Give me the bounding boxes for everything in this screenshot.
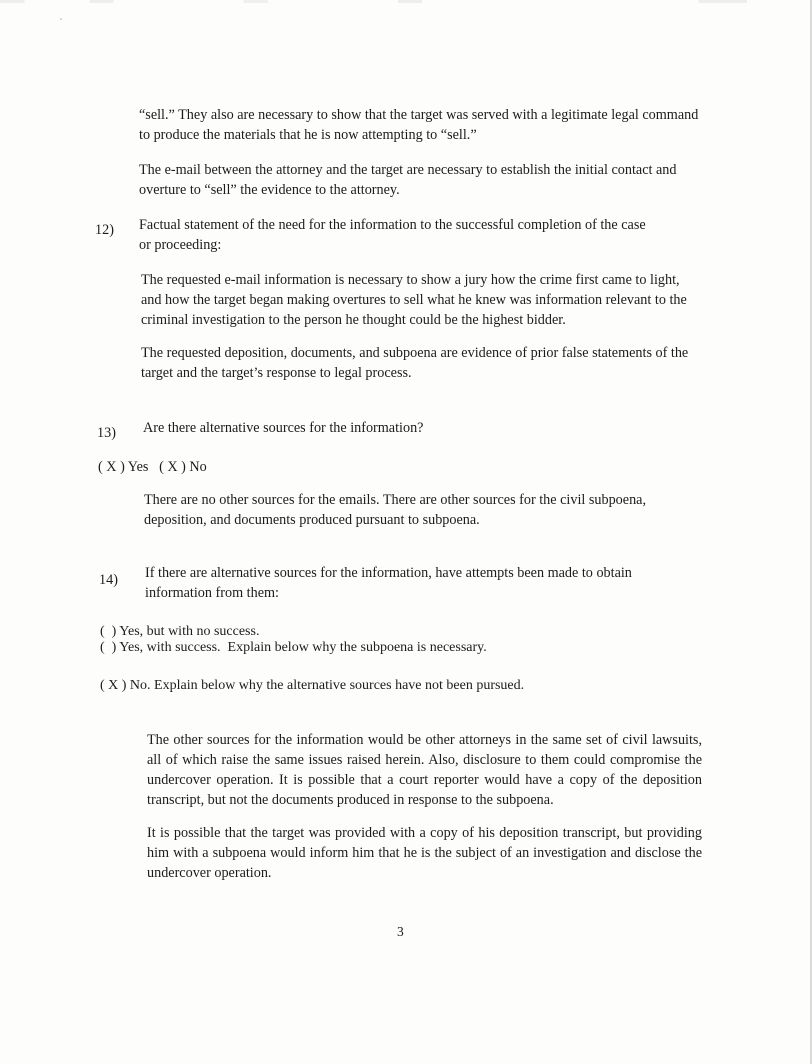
item-13-question: Are there alternative sources for the information? (143, 420, 424, 436)
scan-speck (60, 18, 62, 20)
item-12-number: 12) (95, 222, 114, 238)
paragraph-email-need: The requested e-mail information is necessary to show a jury how the crime first came to light, and how the target began making overtures to sell what he knew was information relevant to the criminal investigation to the person he thought could be the highest bidder. (141, 272, 687, 328)
item-12-question: Factual statement of the need for the information to the successful completion of the case or proceeding: (139, 217, 646, 253)
scan-top-marks (0, 0, 812, 3)
item-14-question: If there are alternative sources for the information, have attempts been made to obtain information from them: (145, 565, 632, 601)
paragraph-email-contact: The e-mail between the attorney and the target are necessary to establish the initial contact and overture to “sell” the evidence to the attorney. (139, 162, 677, 198)
option-yes-no-success: ( ) Yes, but with no success. (100, 624, 260, 639)
paragraph-other-sources: There are no other sources for the emails. There are other sources for the civil subpoena, deposition, and documents produced pursuant to subpoena. (144, 492, 647, 528)
item-14-number: 14) (99, 572, 118, 588)
item-13-number: 13) (97, 425, 116, 441)
paragraph-deposition-evidence: The requested deposition, documents, and subpoena are evidence of prior false statements of the target and the target’s response to legal process. (141, 345, 689, 381)
paragraph-transcript-copy: It is possible that the target was provided with a copy of his deposition transcript, but providing him with a subpoena would inform him that he is the subject of an investigation and disclose the undercover operation. (147, 825, 702, 881)
paragraph-other-attorneys: The other sources for the information would be other attorneys in the same set of civil lawsuits, all of which raise the same issues raised herein. Also, disclosure to them could compromise the undercover operation. It is possible that a court reporter would have a copy of the deposition transcript, but not the documents produced in response to the subpoena. (147, 732, 702, 808)
page-number: 3 (397, 924, 404, 939)
paragraph-sell-necessary: “sell.” They also are necessary to show that the target was served with a legitimate legal command to produce the materials that he is now attempting to “sell.” (139, 107, 699, 143)
option-yes-success: ( ) Yes, with success. Explain below why the subpoena is necessary. (100, 640, 487, 655)
item-13-answer: ( X ) Yes ( X ) No (98, 459, 207, 475)
option-no: ( X ) No. Explain below why the alternative sources have not been pursued. (100, 678, 525, 693)
